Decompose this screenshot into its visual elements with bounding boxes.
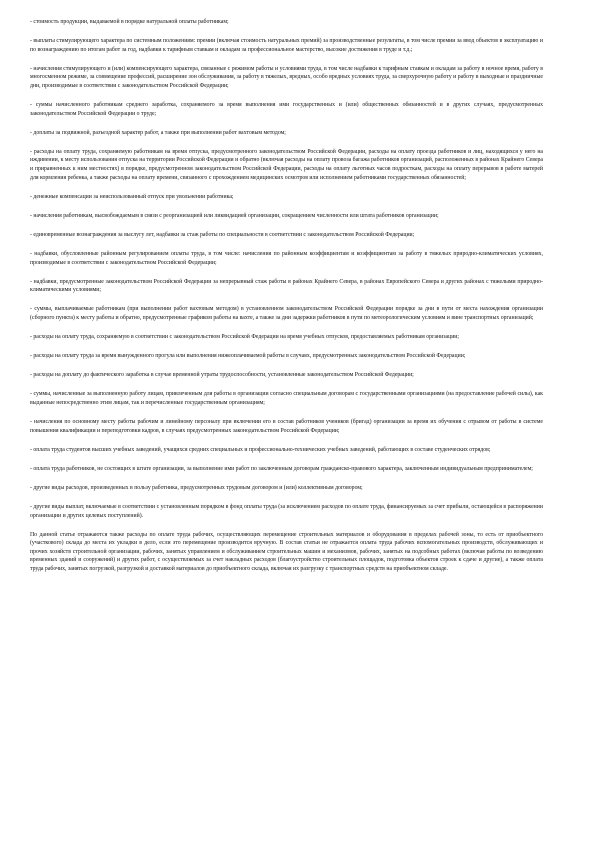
- list-item: - начисления работникам, высвобождаемым в связи с реорганизацией или ликвидацией организации, сокращением численности или штата работников организации;: [30, 212, 439, 219]
- list-item: - надбавки, предусмотренные законодательством Российской Федерации за непрерывный стаж работы в районах Крайнего Севера, в районах Европейского Севера и других районах с тяжелыми природно-климатическими условиями;: [30, 278, 543, 294]
- list-item: - расходы на оплату труда за время вынужденного прогула или выполнения нижеоплачиваемой работы в случаях, предусмотренных законодательством Российской Федерации;: [30, 353, 466, 360]
- list-item: - расходы на оплату труда, сохраняемую в соответствии с законодательством Российской Федерации на время учебных отпусков, предоставляемых работникам организации;: [30, 334, 460, 341]
- document-body: [30, 18, 543, 574]
- list-item: - стоимость продукции, выдаваемой в порядке натуральной оплаты работникам;: [30, 19, 229, 25]
- list-item: - доплаты за подвижной, разъездной характер работ, а также при выполнении работ вахтовым методом;: [30, 129, 286, 136]
- list-item: - единовременные вознаграждения за выслугу лет, надбавки за стаж работы по специальности в соответствии с законодательством Российской Федерации;: [30, 231, 415, 238]
- list-item: - суммы, начисленные за выполненную работу лицам, привлеченным для работы в организации согласно специальным договорам с государственными организациями (на предоставление рабочей силы), как выданные непосредственно этим лицам, так и перечисленные государственным организациям;: [30, 391, 543, 406]
- list-item: - оплата труда студентов высших учебных заведений, учащихся средних специальных и профессионально-технических учебных заведений, работающих в составе студенческих отрядов;: [30, 446, 491, 453]
- list-item: - надбавки, обусловленные районным регулированием оплаты труда, в том числе: начисления по районным коэффициентам и коэффициентам за работу в тяжелых природно-климатических условиях, производимые в соответствии с законодательством Российской Федерации;: [30, 251, 543, 266]
- list-item: - суммы, выплачиваемые работникам (при выполнении работ вахтовым методом) в установленном законодательством Российской Федерации порядке за дни в пути от места нахождения организации (сборного пункта) к месту работы и обратно, предусмотренные графиком работы на вахте, а также за дни задержки работников в пути по метеорологическим условиям и вине транспортных организаций;: [30, 306, 543, 321]
- list-item: - другие виды выплат, включаемые в соответствии с установленным порядком в фонд оплаты труда (за исключением расходов по оплате труда, финансируемых за счет прибыли, остающейся в распоряжении организации и других целевых поступлений).: [30, 504, 543, 519]
- list-item: - расходы на доплату до фактического заработка в случае временной утраты трудоспособности, установленные законодательством Российской Федерации;: [30, 372, 414, 379]
- list-item: - расходы на оплату труда, сохраняемую работникам на время отпуска, предусмотренного законодательством Российской Федерации, расходы на оплату проезда работников и лиц, находящихся у него на иждивении, к месту использования отпуска на территории Российской Федерации и обратно (включая расходы на оплату провоза багажа работников организаций, расположенных в районах Крайнего Севера и приравненных к ним местностях) в порядке, предусмотренном законодательством Российской Федерации, расходы на оплату льготных часов подросткам, расходы на оплату перерывов в работе матерей для кормления ребенка, а также расходы на оплату времени, связанного с прохождением медицинских осмотров или исполнением работниками государственных обязанностей;: [30, 148, 543, 181]
- list-item: - выплаты стимулирующего характера по системным положениям: премии (включая стоимость натуральных премий) за производственные результаты, в том числе премии за ввод объектов в эксплуатацию и по вознаграждению по итогам работ за год, надбавки к тарифным ставкам и окладам за профессиональное мастерство, высокие достижения в труде и т.д.;: [30, 38, 543, 53]
- list-item: - другие виды расходов, произведенных в пользу работника, предусмотренных трудовым договором и (или) коллективным договором;: [30, 484, 363, 491]
- list-item: - начисления по основному месту работы рабочим и линейному персоналу при включении его в состав работников учеников (бригад) организации за время их обучения с отрывом от работы в системе повышения квалификации и переподготовки кадров, в случаях предусмотренных законодательством Российской Федерации;: [30, 419, 543, 434]
- closing-paragraph: По данной статье отражаются также расходы по оплате труда рабочих, осуществляющих перемещение строительных материалов и оборудования в пределах рабочей зоны, то есть от приобъектного (участкового) склада до места их укладки в дело, если это перемещение производится вручную. В состав статьи не отражается оплата труда рабочих вспомогательных производств, обслуживающих и прочих хозяйств строительной организации, рабочих, занятых управлением и обслуживанием строительных машин и механизмов, рабочих, занятых на подсобных работах (включая работы по возведению временных зданий и сооружений) и других работ, с осуществляемых за счет накладных расходов (благоустройство строительных площадок, подготовка объектов строек к сдаче и другие), а также оплата труда рабочих, занятых погрузкой, разгрузкой и доставкой материалов до приобъектного склада, включая их разгрузку с транспортных средств на приобъектном складе.: [30, 531, 543, 573]
- list-item: - суммы начисленного работникам среднего заработка, сохраняемого за время выполнения ими государственных и (или) общественных обязанностей и в других случаях, предусмотренных законодательством Российской Федерации о труде;: [30, 102, 543, 117]
- list-item: - оплата труда работников, не состоящих в штате организации, за выполнение ими работ по заключенным договорам гражданско-правового характера, заключенным индивидуальным предпринимателем;: [30, 465, 533, 472]
- list-item: - денежные компенсации за неиспользованный отпуск при увольнении работника;: [30, 193, 234, 200]
- list-item: - начисления стимулирующего и (или) компенсирующего характера, связанные с режимом работы и условиями труда, в том числе надбавки к тарифным ставкам и окладам за работу в ночное время, работу в многосменном режиме, за совмещение профессий, расширение зон обслуживания, за работу в тяжелых, вредных, особо вредных условиях труда, за сверхурочную работу и работу в выходные и праздничные дни, производимые в соответствии с законодательством Российской Федерации;: [30, 65, 543, 89]
